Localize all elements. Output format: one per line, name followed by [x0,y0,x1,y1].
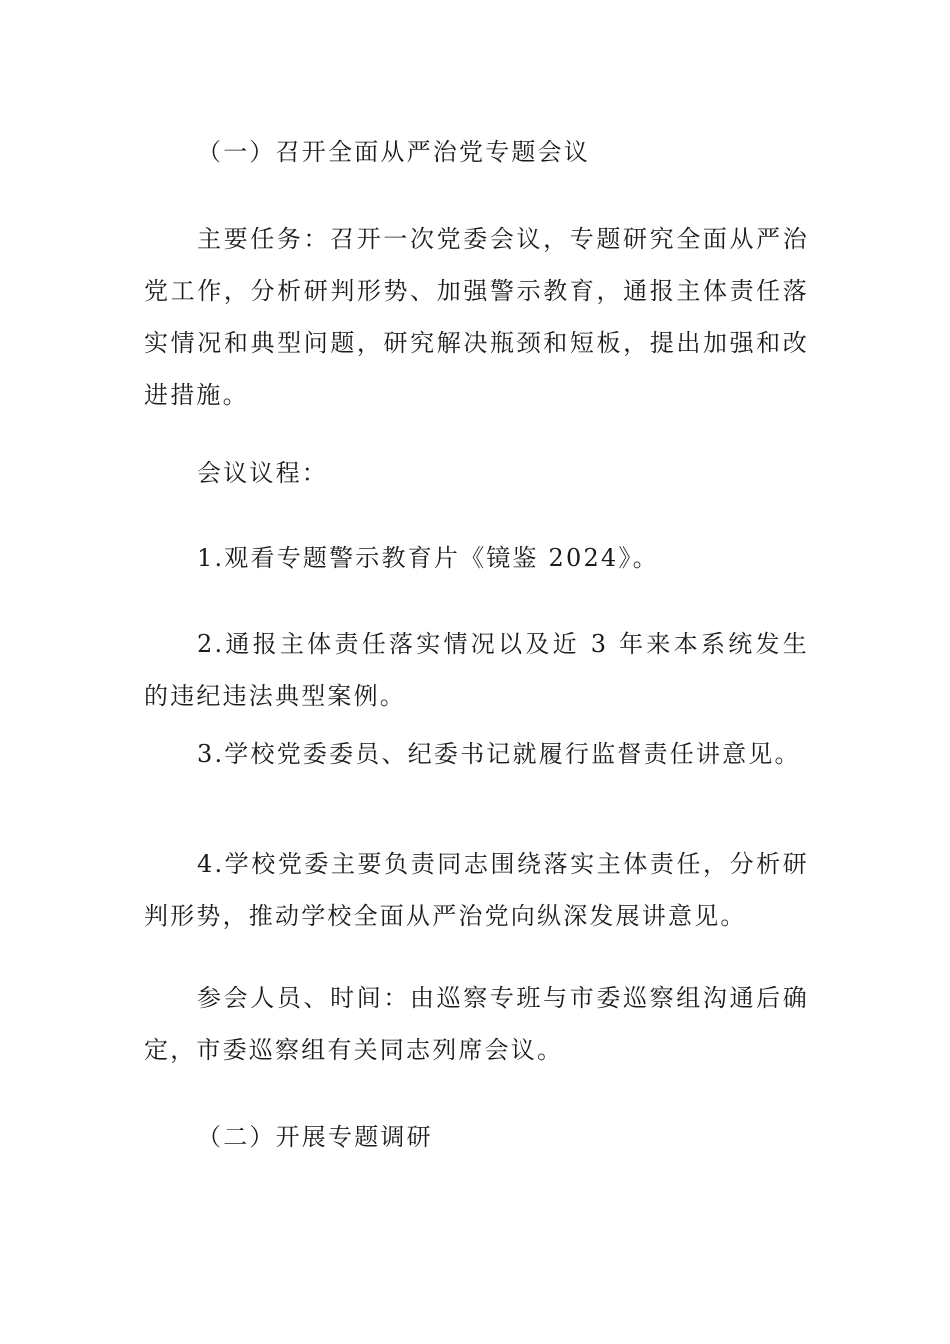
section-heading-1: （一）召开全面从严治党专题会议 [197,138,590,166]
agenda-item-3: 3.学校党委委员、纪委书记就履行监督责任讲意见。 [197,740,801,768]
section-heading-2: （二）开展专题调研 [197,1123,433,1151]
agenda-item-2: 2.通报主体责任落实情况以及近 3 年来本系统发生的违纪违法典型案例。 [144,630,809,710]
attendees-paragraph: 参会人员、时间：由巡察专班与市委巡察组沟通后确定，市委巡察组有关同志列席会议。 [144,984,809,1064]
main-task-paragraph: 主要任务：召开一次党委会议，专题研究全面从严治党工作，分析研判形势、加强警示教育，通报主体责任落实情况和典型问题，研究解决瓶颈和短板，提出加强和改进措施。 [144,225,809,409]
agenda-item-1: 1.观看专题警示教育片《镜鉴 2024》。 [197,544,659,572]
agenda-item-4: 4.学校党委主要负责同志围绕落实主体责任，分析研判形势，推动学校全面从严治党向纵深发展讲意见。 [144,850,809,930]
agenda-label: 会议议程： [197,459,328,487]
